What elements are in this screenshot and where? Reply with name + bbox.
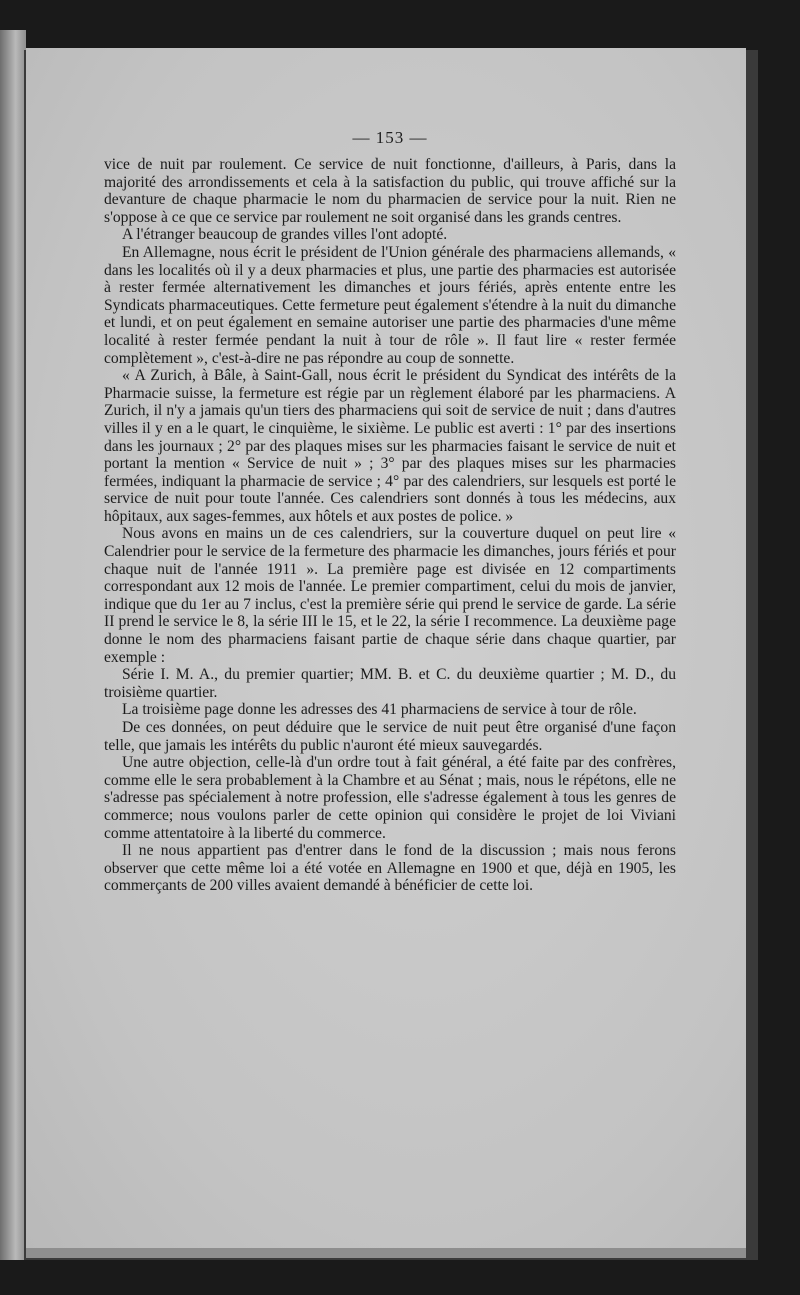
paragraph-6: Série I. M. A., du premier quartier; MM. B. et C. du deuxième quartier ; M. D., du troisième quartier. bbox=[104, 666, 676, 701]
paragraph-2: A l'étranger beaucoup de grandes villes l'ont adopté. bbox=[122, 226, 448, 244]
paragraph-5: Nous avons en mains un de ces calendriers, sur la couverture duquel on peut lire « Calendrier pour le service de la fermeture des pharmacie les dimanches, jours fériés et pour chaque nuit de l'année 1911 ». La première page est divisée en 12 compartiments correspondant aux 12 mois de l'année. Le premier compartiment, celui du mois de janvier, indique que du 1er au 7 inclus, c'est la première série qui prend le service de garde. La série II prend le service le 8, la série III le 15, et le 22, la série I recommence. La deuxième page donne le nom des pharmaciens faisant partie de chaque série dans chaque quartier, par exemple : bbox=[104, 525, 676, 666]
paragraph-4: « A Zurich, à Bâle, à Saint-Gall, nous écrit le président du Syndicat des intérêts de la Pharmacie suisse, la fermeture est régie par un règlement élaboré par les pharmaciens. A Zurich, il n'y a jamais qu'un tiers des pharmaciens qui soit de service de nuit ; dans d'autres villes il y en a le quart, le cinquième, le sixième. Le public est averti : 1° par des insertions dans les journaux ; 2° par des plaques mises sur les pharmacies faisant le service de nuit et portant la mention « Service de nuit » ; 3° par des plaques mises sur les pharmacies fermées, indiquant la pharmacie de service ; 4° par des calendriers, sur lesquels est porté le service de nuit pour toute l'année. Ces calendriers sont donnés à tous les médecins, aux hôpitaux, aux sages-femmes, aux hôtels et aux postes de police. » bbox=[104, 367, 676, 525]
paragraph-8: De ces données, on peut déduire que le service de nuit peut être organisé d'une façon telle, que jamais les intérêts du public n'auront été mieux sauvegardés. bbox=[104, 719, 676, 754]
book-page bbox=[26, 48, 746, 1248]
paragraph-1: vice de nuit par roulement. Ce service de nuit fonctionne, d'ailleurs, à Paris, dans la majorité des arrondissements et cela à la satisfaction du public, qui trouve affiché sur la devanture de chaque pharmacie le nom du pharmacien de service pour la nuit. Rien ne s'oppose à ce que ce service par roulement ne soit organisé dans les grands centres. bbox=[104, 156, 676, 226]
body-text bbox=[104, 156, 676, 895]
page-number: — 153 — bbox=[352, 128, 428, 147]
page-bottom-edge bbox=[26, 1248, 746, 1258]
paragraph-3: En Allemagne, nous écrit le président de l'Union générale des pharmaciens allemands, « dans les localités où il y a deux pharmacies et plus, une partie des pharmacies est autorisée à rester fermée alternativement les dimanches et jours fériés, après entente entre les Syndicats pharmaceutiques. Cette fermeture peut également s'étendre à la nuit du dimanche et lundi, et on peut également en semaine autoriser une partie des pharmacies d'une même localité à rester fermée pendant la nuit à tour de rôle ». Il faut lire « rester fermée complètement », c'est-à-dire ne pas répondre au coup de sonnette. bbox=[104, 243, 676, 367]
facing-page-edge bbox=[0, 30, 26, 1260]
paragraph-10: Il ne nous appartient pas d'entrer dans le fond de la discussion ; mais nous ferons observer que cette même loi a été votée en Allemagne en 1900 et que, déjà en 1905, les commerçants de 200 villes avaient demandé à bénéficier de cette loi. bbox=[104, 842, 676, 895]
paragraph-9: Une autre objection, celle-là d'un ordre tout à fait général, a été faite par des confrères, comme elle le sera probablement à la Chambre et au Sénat ; mais, nous le répétons, elle ne s'adresse pas spécialement à notre profession, elle s'adresse également à tous les genres de commerce; nous voulons parler de cette opinion qui considère le projet de loi Viviani comme attentatoire à la liberté du commerce. bbox=[104, 754, 676, 842]
paragraph-7: La troisième page donne les adresses des 41 pharmaciens de service à tour de rôle. bbox=[122, 701, 637, 719]
